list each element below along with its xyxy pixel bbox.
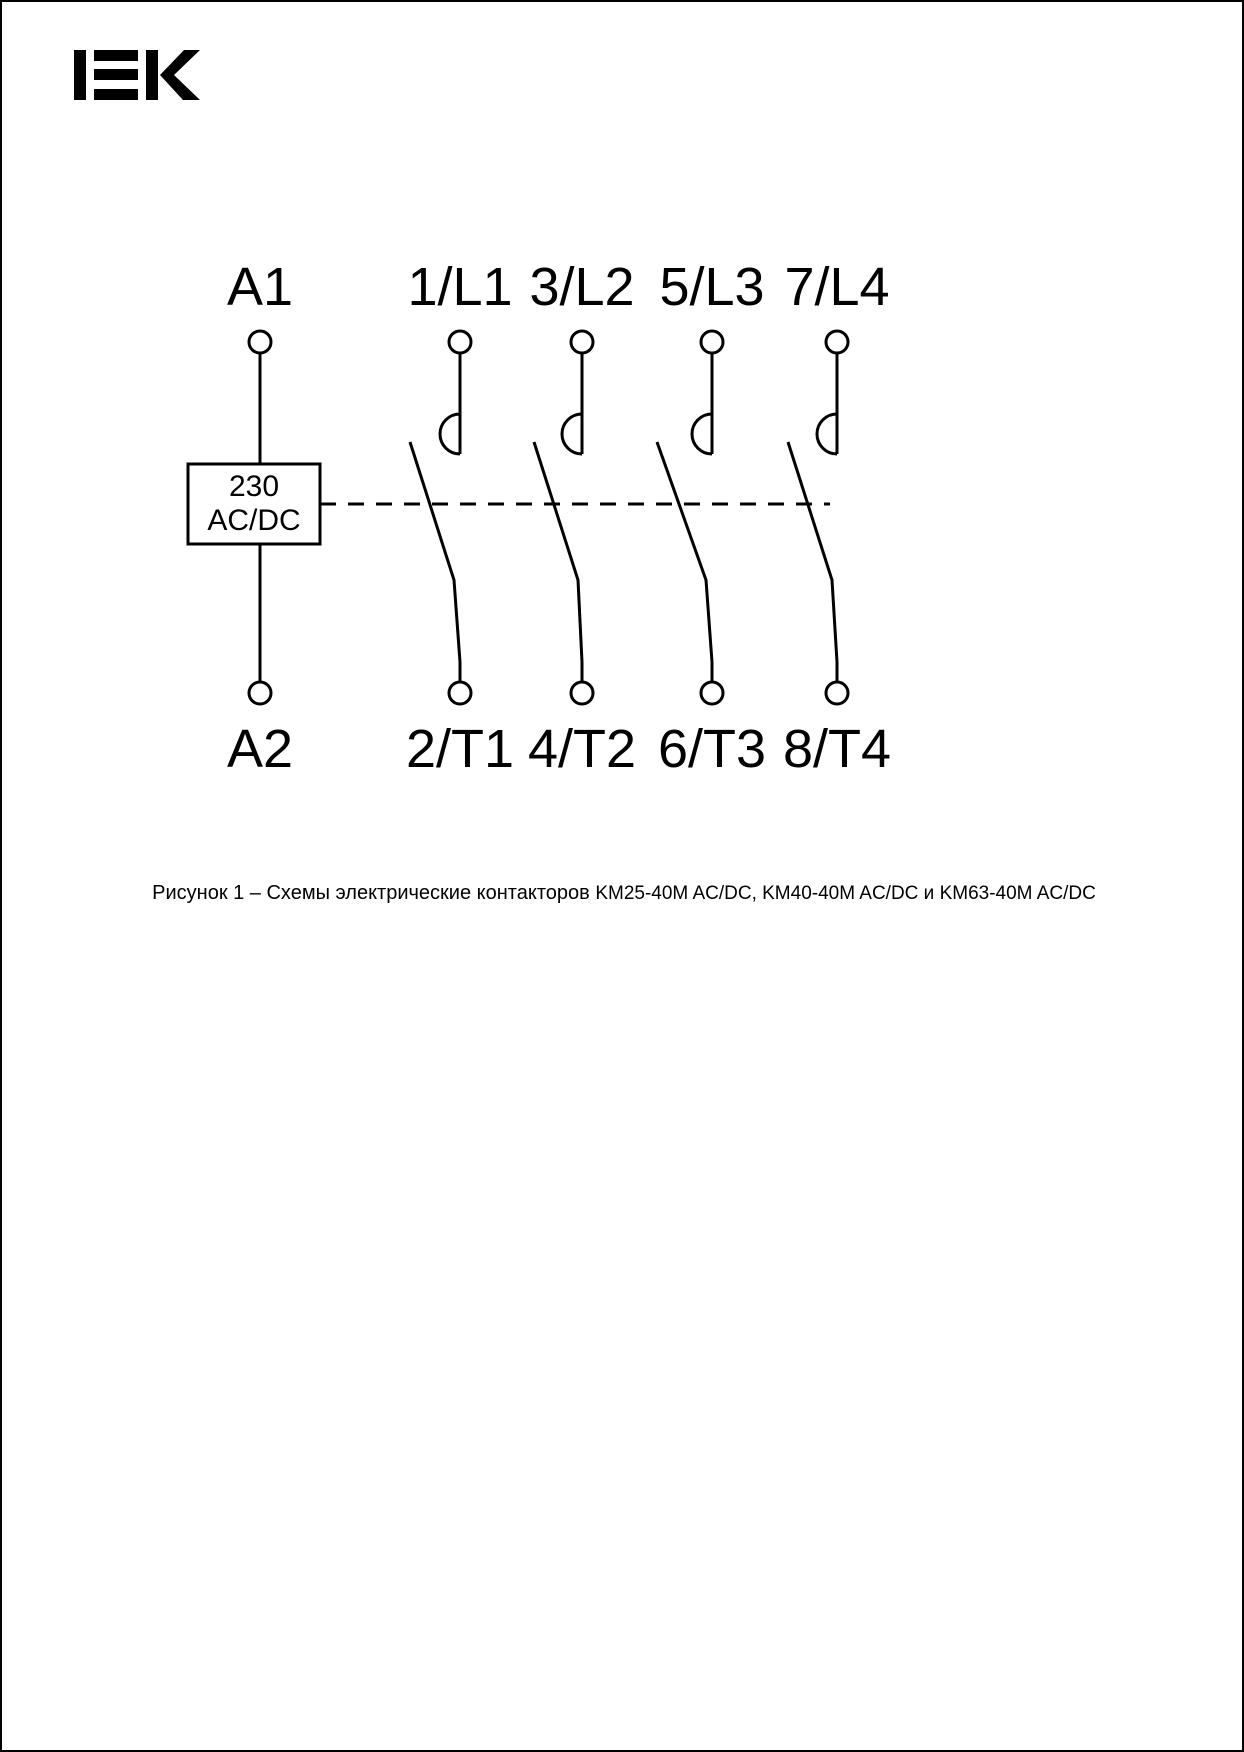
coil-voltage-label: 230 (228, 470, 280, 503)
terminal-label-3l2: 3/L2 (529, 257, 635, 317)
terminal-label-a1: A1 (226, 257, 294, 317)
figure-caption-prefix: Рисунок 1 – Схемы электрические контакторов (152, 882, 596, 904)
terminal-label-2t1: 2/T1 (405, 719, 515, 779)
terminal-label-1l1: 1/L1 (407, 257, 513, 317)
terminal-label-6t3: 6/T3 (657, 719, 767, 779)
terminal-label-4t2: 4/T2 (527, 719, 637, 779)
coil-type-label: AC/DC (207, 504, 301, 537)
terminal-label-7l4: 7/L4 (784, 257, 890, 317)
figure-caption-models: KM25-40M AC/DC, KM40-40M AC/DC и KM63-40M AC/DC (595, 883, 1096, 904)
iek-logo (72, 44, 202, 106)
terminal-label-a2: A2 (226, 719, 294, 779)
terminal-label-8t4: 8/T4 (782, 719, 892, 779)
figure-caption (2, 882, 1244, 905)
contactor-wiring-diagram (2, 242, 1244, 822)
terminal-label-5l3: 5/L3 (659, 257, 765, 317)
